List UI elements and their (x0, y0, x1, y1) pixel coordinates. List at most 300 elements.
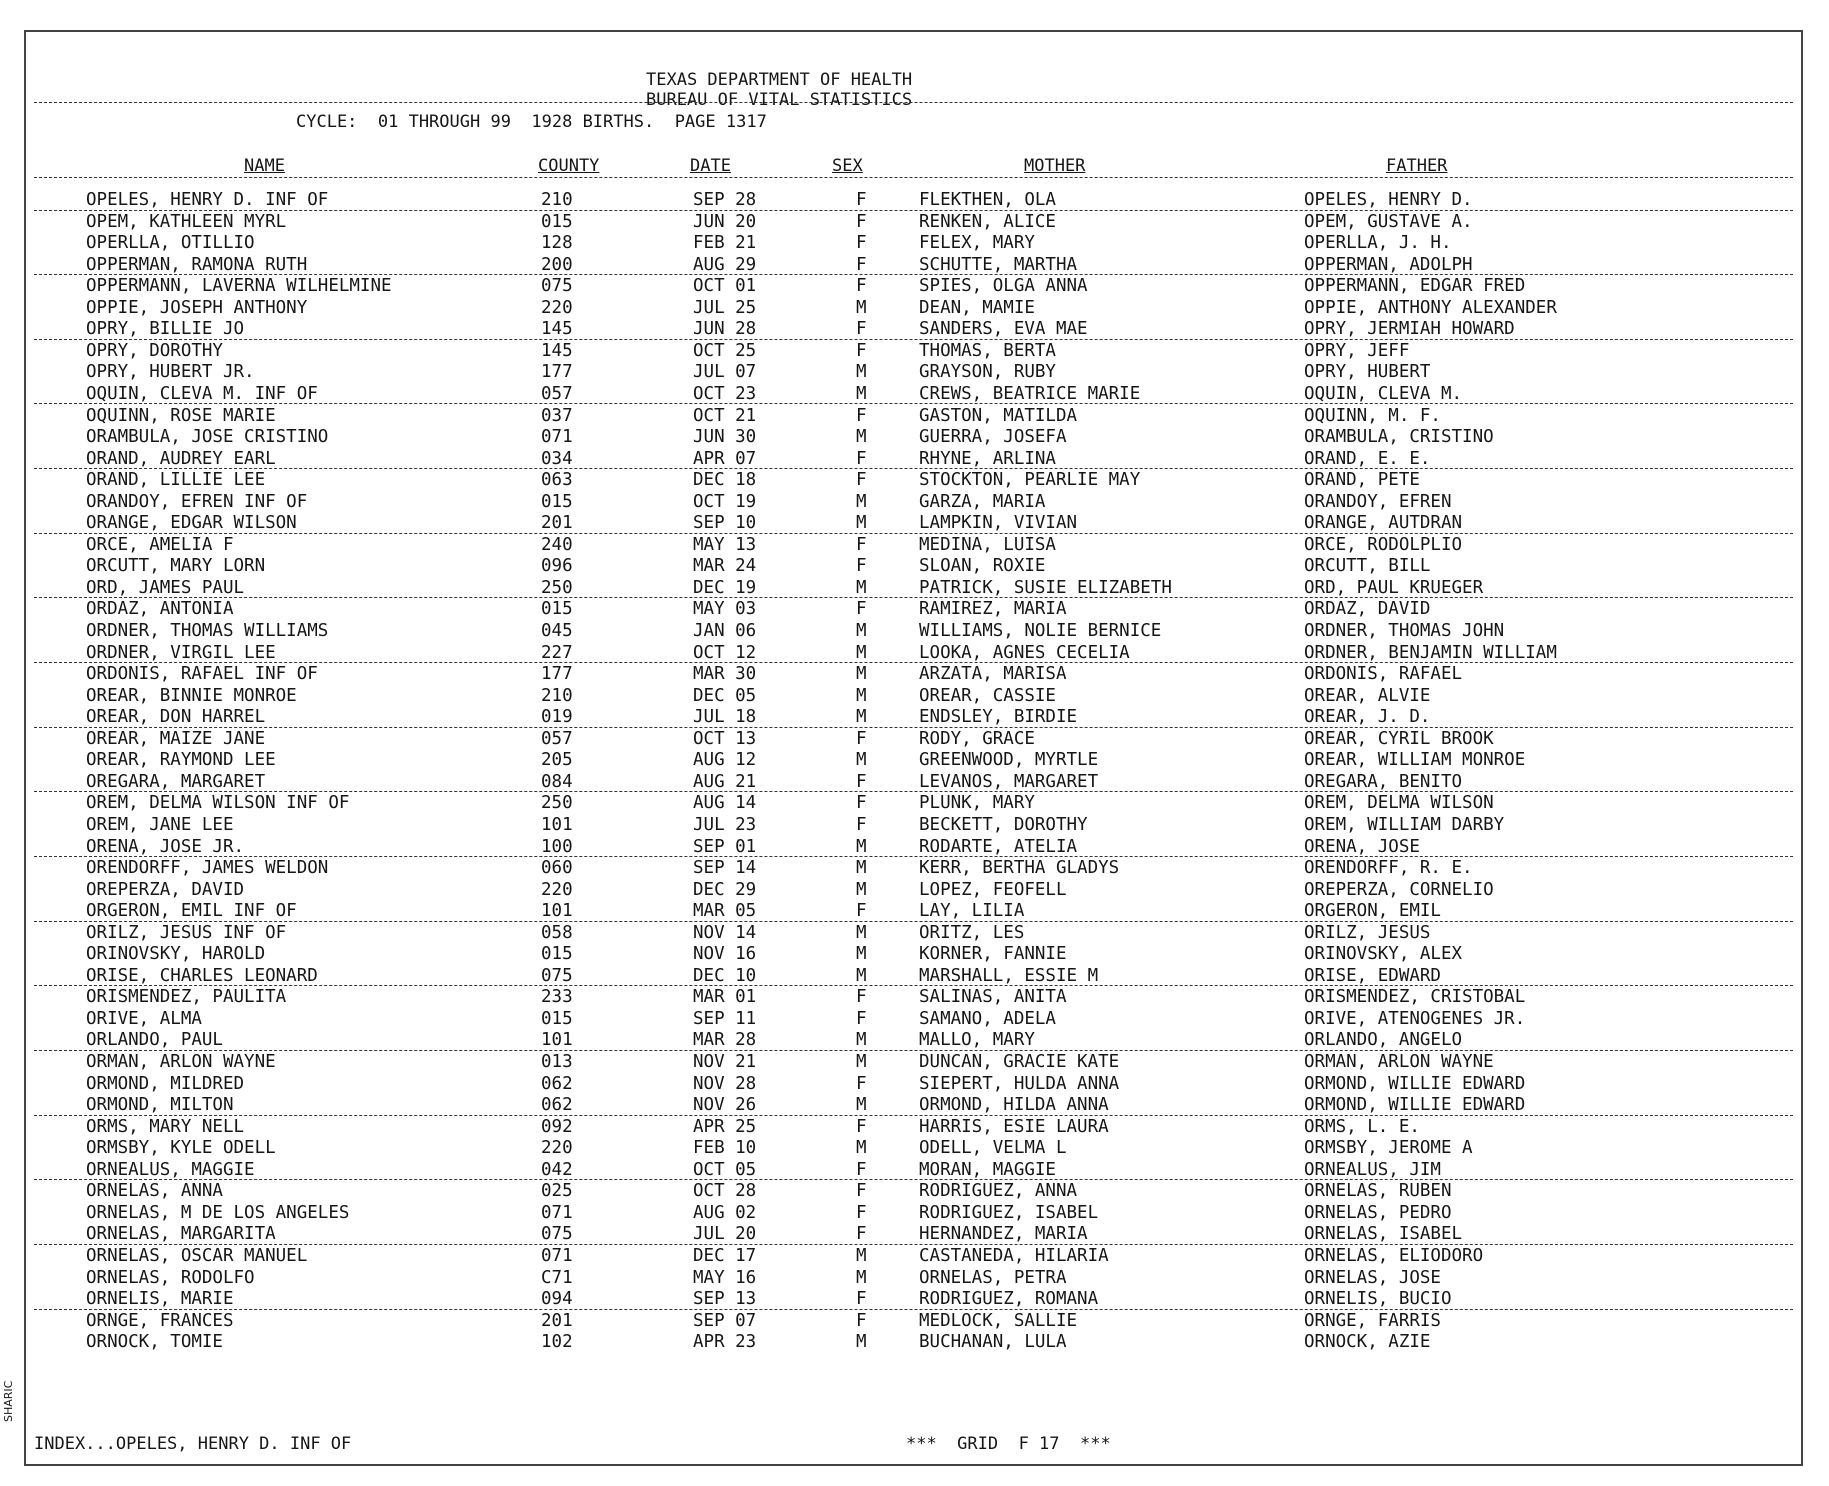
cell-mother: ORNELAS, PETRA (919, 1267, 1067, 1288)
cell-mother: ARZATA, MARISA (919, 664, 1067, 685)
cell-mother: SAMANO, ADELA (919, 1008, 1056, 1029)
cell-name: OPEM, KATHLEEN MYRL (86, 211, 287, 232)
cell-father: ORNGE, FARRIS (1304, 1310, 1441, 1331)
cell-date: OCT 23 (693, 383, 757, 404)
cell-sex: F (856, 1224, 867, 1245)
cell-sex: M (856, 858, 867, 879)
table-row (26, 578, 1801, 600)
cell-father: OREAR, CYRIL BROOK (1304, 728, 1494, 749)
cell-mother: PATRICK, SUSIE ELIZABETH (919, 577, 1172, 598)
cell-mother: GASTON, MATILDA (919, 405, 1078, 426)
cell-name: ORENDORFF, JAMES WELDON (86, 858, 329, 879)
cell-father: OREAR, J. D. (1304, 707, 1431, 728)
cell-father: OPPERMAN, ADOLPH (1304, 254, 1473, 275)
cell-name: OQUINN, ROSE MARIE (86, 405, 276, 426)
cell-county: 045 (541, 621, 573, 641)
cell-date: MAR 24 (693, 556, 757, 577)
cell-sex: F (856, 211, 867, 232)
cell-father: ORDNER, BENJAMIN WILLIAM (1304, 642, 1557, 663)
cell-sex: F (856, 276, 867, 297)
table-row (26, 1289, 1801, 1311)
cell-date: OCT 25 (693, 340, 757, 361)
cell-name: OPPERMANN, LAVERNA WILHELMINE (86, 276, 392, 297)
cell-date: SEP 01 (693, 836, 757, 857)
cell-sex: F (856, 728, 867, 749)
cell-name: ORNOCK, TOMIE (86, 1332, 223, 1353)
cell-county: 227 (541, 642, 573, 663)
cell-mother: CREWS, BEATRICE MARIE (919, 383, 1141, 404)
cell-name: OREM, JANE LEE (86, 814, 234, 835)
cell-sex: F (856, 340, 867, 361)
cell-name: ORAMBULA, JOSE CRISTINO (86, 427, 329, 448)
cell-name: OPRY, DOROTHY (86, 340, 223, 361)
cell-father: ORCE, RODOLPLIO (1304, 534, 1463, 555)
table-row (26, 406, 1801, 428)
table-row (26, 298, 1801, 320)
cell-name: OPERLLA, OTILLIO (86, 233, 255, 254)
table-row (26, 513, 1801, 535)
cell-father: OREAR, WILLIAM MONROE (1304, 750, 1526, 771)
cell-mother: LAY, LILIA (919, 901, 1025, 922)
cell-date: APR 07 (693, 448, 757, 469)
cell-mother: SLOAN, ROXIE (919, 556, 1046, 577)
cell-date: NOV 14 (693, 922, 757, 943)
cell-date: OCT 28 (693, 1181, 757, 1202)
table-row (26, 212, 1801, 234)
cell-date: NOV 21 (693, 1052, 757, 1072)
cell-mother: LOOKA, AGNES CECELIA (919, 642, 1130, 663)
table-row (26, 276, 1801, 298)
cell-father: ORNELAS, ELIODORO (1304, 1245, 1484, 1266)
cell-date: OCT 13 (693, 728, 757, 749)
cell-sex: M (856, 1030, 867, 1051)
cell-county: 240 (541, 534, 573, 555)
table-row (26, 470, 1801, 492)
cell-name: ORMSBY, KYLE ODELL (86, 1138, 276, 1159)
cell-father: OREGARA, BENITO (1304, 771, 1463, 792)
table-row (26, 535, 1801, 557)
column-header-name: NAME (244, 156, 285, 176)
cell-name: ORNEALUS, MAGGIE (86, 1159, 255, 1180)
cell-county: 201 (541, 513, 573, 534)
cell-date: SEP 07 (693, 1310, 757, 1331)
cell-county: 075 (541, 276, 573, 297)
table-row (26, 664, 1801, 686)
cell-date: OCT 12 (693, 642, 757, 663)
cell-father: ORNELAS, RUBEN (1304, 1181, 1452, 1202)
cell-mother: SALINAS, ANITA (919, 987, 1067, 1008)
cell-county: 145 (541, 319, 573, 340)
cell-name: OREAR, RAYMOND LEE (86, 750, 276, 771)
cell-sex: M (856, 362, 867, 383)
cell-father: ORMOND, WILLIE EDWARD (1304, 1095, 1526, 1116)
cell-sex: F (856, 1116, 867, 1137)
cell-county: 075 (541, 1224, 573, 1245)
cell-county: 128 (541, 233, 573, 254)
cell-county: 101 (541, 901, 573, 922)
cell-sex: M (856, 965, 867, 986)
cell-father: ORAND, E. E. (1304, 448, 1431, 469)
cell-sex: F (856, 254, 867, 275)
cell-date: JUL 25 (693, 297, 757, 318)
cell-sex: F (856, 1202, 867, 1223)
column-header-father: FATHER (1386, 156, 1448, 176)
cell-father: ORISMENDEZ, CRISTOBAL (1304, 987, 1526, 1008)
table-row (26, 341, 1801, 363)
cell-mother: MALLO, MARY (919, 1030, 1035, 1051)
cell-sex: F (856, 771, 867, 792)
cell-date: APR 25 (693, 1116, 757, 1137)
table-row (26, 987, 1801, 1009)
cell-name: ORCE, AMELIA F (86, 534, 234, 555)
cell-mother: BECKETT, DOROTHY (919, 814, 1088, 835)
table-row (26, 1332, 1801, 1354)
table-row (26, 599, 1801, 621)
cell-county: 145 (541, 340, 573, 361)
cell-county: 220 (541, 1138, 573, 1159)
cell-father: OPRY, JERMIAH HOWARD (1304, 319, 1515, 340)
cell-date: DEC 19 (693, 577, 757, 598)
cell-date: AUG 12 (693, 750, 757, 771)
table-row (26, 880, 1801, 902)
cell-mother: RAMIREZ, MARIA (919, 599, 1067, 620)
cell-name: OREAR, BINNIE MONROE (86, 685, 297, 706)
cell-mother: WILLIAMS, NOLIE BERNICE (919, 621, 1162, 641)
table-row (26, 1009, 1801, 1031)
cell-sex: F (856, 987, 867, 1008)
cell-date: SEP 13 (693, 1289, 757, 1310)
cell-name: ORAND, AUDREY EARL (86, 448, 276, 469)
cell-sex: F (856, 319, 867, 340)
cell-county: 177 (541, 362, 573, 383)
table-row (26, 815, 1801, 837)
table-row (26, 793, 1801, 815)
cell-name: ORGERON, EMIL INF OF (86, 901, 297, 922)
table-row (26, 750, 1801, 772)
cell-sex: M (856, 1095, 867, 1116)
cell-sex: M (856, 879, 867, 900)
table-row (26, 190, 1801, 212)
cell-sex: F (856, 1159, 867, 1180)
cell-sex: M (856, 383, 867, 404)
cell-name: ORCUTT, MARY LORN (86, 556, 266, 577)
cell-county: 063 (541, 470, 573, 491)
cell-date: AUG 02 (693, 1202, 757, 1223)
cell-mother: BUCHANAN, LULA (919, 1332, 1067, 1353)
cell-name: ORDAZ, ANTONIA (86, 599, 234, 620)
cell-date: NOV 16 (693, 944, 757, 965)
cell-father: ORDAZ, DAVID (1304, 599, 1431, 620)
cell-name: ORNELIS, MARIE (86, 1289, 234, 1310)
cell-name: ORIVE, ALMA (86, 1008, 202, 1029)
cell-father: ORMAN, ARLON WAYNE (1304, 1052, 1494, 1072)
cell-mother: SANDERS, EVA MAE (919, 319, 1088, 340)
cell-date: MAR 01 (693, 987, 757, 1008)
cell-date: OCT 01 (693, 276, 757, 297)
cell-father: ORANGE, AUTDRAN (1304, 513, 1463, 534)
cell-mother: DEAN, MAMIE (919, 297, 1035, 318)
cell-county: 084 (541, 771, 573, 792)
cell-county: 071 (541, 1245, 573, 1266)
cell-father: ORAND, PETE (1304, 470, 1420, 491)
cell-county: 094 (541, 1289, 573, 1310)
bureau-title: BUREAU OF VITAL STATISTICS (646, 90, 913, 110)
cell-sex: F (856, 190, 867, 210)
table-row (26, 1030, 1801, 1052)
cell-father: OPRY, JEFF (1304, 340, 1410, 361)
column-header-rule (34, 177, 1793, 178)
cell-father: ORCUTT, BILL (1304, 556, 1431, 577)
cell-father: ORNELAS, ISABEL (1304, 1224, 1463, 1245)
table-row (26, 621, 1801, 643)
cell-father: ORENA, JOSE (1304, 836, 1420, 857)
cell-date: SEP 11 (693, 1008, 757, 1029)
column-header-county: COUNTY (538, 156, 600, 176)
cell-county: 015 (541, 599, 573, 620)
cell-mother: GREENWOOD, MYRTLE (919, 750, 1099, 771)
cell-sex: M (856, 664, 867, 685)
table-row (26, 233, 1801, 255)
cell-mother: FLEKTHEN, OLA (919, 190, 1056, 210)
side-label: SHARIC (2, 1380, 15, 1422)
cell-father: ORANDOY, EFREN (1304, 491, 1452, 512)
cell-father: OQUINN, M. F. (1304, 405, 1441, 426)
cell-date: NOV 26 (693, 1095, 757, 1116)
table-row (26, 837, 1801, 859)
cell-mother: MORAN, MAGGIE (919, 1159, 1056, 1180)
table-row (26, 255, 1801, 277)
table-row (26, 686, 1801, 708)
cell-county: C71 (541, 1267, 573, 1288)
cell-county: 220 (541, 879, 573, 900)
table-row (26, 707, 1801, 729)
cell-date: DEC 17 (693, 1245, 757, 1266)
table-row (26, 427, 1801, 449)
table-row (26, 966, 1801, 988)
table-row (26, 1181, 1801, 1203)
cell-mother: CASTANEDA, HILARIA (919, 1245, 1109, 1266)
cell-sex: F (856, 1310, 867, 1331)
cell-date: MAR 28 (693, 1030, 757, 1051)
cell-mother: LAMPKIN, VIVIAN (919, 513, 1078, 534)
cell-mother: FELEX, MARY (919, 233, 1035, 254)
cell-name: ORINOVSKY, HAROLD (86, 944, 266, 965)
cell-sex: F (856, 1073, 867, 1094)
cell-date: JUN 30 (693, 427, 757, 448)
cell-county: 071 (541, 427, 573, 448)
cell-county: 015 (541, 1008, 573, 1029)
cell-date: OCT 19 (693, 491, 757, 512)
cell-sex: M (856, 427, 867, 448)
cell-mother: LOPEZ, FEOFELL (919, 879, 1067, 900)
cell-father: ORINOVSKY, ALEX (1304, 944, 1463, 965)
cell-mother: DUNCAN, GRACIE KATE (919, 1052, 1120, 1072)
table-row (26, 858, 1801, 880)
cell-sex: M (856, 836, 867, 857)
cell-father: ORNELAS, PEDRO (1304, 1202, 1452, 1223)
cell-name: OQUIN, CLEVA M. INF OF (86, 383, 318, 404)
cell-name: OPELES, HENRY D. INF OF (86, 190, 329, 210)
cell-sex: M (856, 685, 867, 706)
cell-date: SEP 10 (693, 513, 757, 534)
cell-county: 062 (541, 1073, 573, 1094)
cell-mother: THOMAS, BERTA (919, 340, 1056, 361)
column-header-date: DATE (690, 156, 731, 176)
cell-sex: M (856, 1267, 867, 1288)
cell-sex: M (856, 491, 867, 512)
cell-county: 015 (541, 491, 573, 512)
table-row (26, 729, 1801, 751)
cell-father: ORNELIS, BUCIO (1304, 1289, 1452, 1310)
cell-father: ORMS, L. E. (1304, 1116, 1420, 1137)
table-row (26, 772, 1801, 794)
cell-father: ORIVE, ATENOGENES JR. (1304, 1008, 1526, 1029)
table-row (26, 1138, 1801, 1160)
cell-date: DEC 10 (693, 965, 757, 986)
cell-father: ORDNER, THOMAS JOHN (1304, 621, 1505, 641)
cell-father: ORMOND, WILLIE EDWARD (1304, 1073, 1526, 1094)
cell-sex: F (856, 405, 867, 426)
cell-date: NOV 28 (693, 1073, 757, 1094)
cell-sex: F (856, 599, 867, 620)
cell-county: 100 (541, 836, 573, 857)
cell-date: MAY 03 (693, 599, 757, 620)
cell-name: ORMOND, MILTON (86, 1095, 234, 1116)
table-row (26, 556, 1801, 578)
cell-mother: GRAYSON, RUBY (919, 362, 1056, 383)
cell-name: ORDNER, THOMAS WILLIAMS (86, 621, 329, 641)
cell-father: ORD, PAUL KRUEGER (1304, 577, 1484, 598)
table-row (26, 1052, 1801, 1074)
cell-name: OPRY, BILLIE JO (86, 319, 245, 340)
cell-county: 025 (541, 1181, 573, 1202)
cell-mother: RODRIGUEZ, ROMANA (919, 1289, 1099, 1310)
cell-sex: F (856, 901, 867, 922)
cell-father: OPELES, HENRY D. (1304, 190, 1473, 210)
cell-county: 101 (541, 1030, 573, 1051)
cell-date: MAR 30 (693, 664, 757, 685)
cell-name: ORNELAS, M DE LOS ANGELES (86, 1202, 350, 1223)
cell-county: 015 (541, 211, 573, 232)
cell-mother: STOCKTON, PEARLIE MAY (919, 470, 1141, 491)
cell-name: ORDNER, VIRGIL LEE (86, 642, 276, 663)
cell-name: ORD, JAMES PAUL (86, 577, 245, 598)
cell-father: OPPIE, ANTHONY ALEXANDER (1304, 297, 1557, 318)
index-footer: INDEX...OPELES, HENRY D. INF OF (34, 1434, 352, 1454)
table-row (26, 319, 1801, 341)
cell-sex: M (856, 922, 867, 943)
cell-sex: M (856, 577, 867, 598)
cell-county: 075 (541, 965, 573, 986)
cell-date: DEC 29 (693, 879, 757, 900)
table-row (26, 1246, 1801, 1268)
cell-name: ORMOND, MILDRED (86, 1073, 245, 1094)
cell-name: ORNELAS, RODOLFO (86, 1267, 255, 1288)
cell-mother: KERR, BERTHA GLADYS (919, 858, 1120, 879)
cell-mother: RHYNE, ARLINA (919, 448, 1056, 469)
cell-name: ORISE, CHARLES LEONARD (86, 965, 318, 986)
cell-father: OPEM, GUSTAVE A. (1304, 211, 1473, 232)
cell-mother: GUERRA, JOSEFA (919, 427, 1067, 448)
cell-mother: HERNANDEZ, MARIA (919, 1224, 1088, 1245)
cell-county: 037 (541, 405, 573, 426)
table-row (26, 1224, 1801, 1246)
table-row (26, 449, 1801, 471)
cell-father: OREPERZA, CORNELIO (1304, 879, 1494, 900)
cell-mother: KORNER, FANNIE (919, 944, 1067, 965)
cell-date: JUL 23 (693, 814, 757, 835)
table-row (26, 1074, 1801, 1096)
cell-county: 057 (541, 728, 573, 749)
cell-county: 015 (541, 944, 573, 965)
cell-name: OREGARA, MARGARET (86, 771, 266, 792)
cell-father: ORISE, EDWARD (1304, 965, 1441, 986)
cell-date: SEP 14 (693, 858, 757, 879)
cell-county: 233 (541, 987, 573, 1008)
cell-county: 057 (541, 383, 573, 404)
cell-mother: RODARTE, ATELIA (919, 836, 1078, 857)
cell-mother: ODELL, VELMA L (919, 1138, 1067, 1159)
cell-mother: RENKEN, ALICE (919, 211, 1056, 232)
cell-county: 200 (541, 254, 573, 275)
cell-name: ORANGE, EDGAR WILSON (86, 513, 297, 534)
table-row (26, 492, 1801, 514)
cell-county: 096 (541, 556, 573, 577)
cell-sex: F (856, 556, 867, 577)
cell-name: OREM, DELMA WILSON INF OF (86, 793, 350, 814)
cell-name: OREAR, MAIZE JANE (86, 728, 266, 749)
cell-date: JUN 20 (693, 211, 757, 232)
cell-date: AUG 14 (693, 793, 757, 814)
cell-county: 250 (541, 793, 573, 814)
cell-county: 102 (541, 1332, 573, 1353)
cell-date: MAR 05 (693, 901, 757, 922)
cell-county: 210 (541, 685, 573, 706)
table-row (26, 923, 1801, 945)
cell-date: SEP 28 (693, 190, 757, 210)
table-row (26, 362, 1801, 384)
cell-sex: M (856, 1052, 867, 1072)
cell-county: 092 (541, 1116, 573, 1137)
cell-sex: F (856, 470, 867, 491)
cell-sex: M (856, 944, 867, 965)
cell-county: 250 (541, 577, 573, 598)
cell-father: OREM, WILLIAM DARBY (1304, 814, 1505, 835)
cell-mother: GARZA, MARIA (919, 491, 1046, 512)
cell-county: 071 (541, 1202, 573, 1223)
cell-county: 013 (541, 1052, 573, 1072)
cell-mother: HARRIS, ESIE LAURA (919, 1116, 1109, 1137)
cell-date: FEB 10 (693, 1138, 757, 1159)
cell-name: ORMS, MARY NELL (86, 1116, 245, 1137)
cell-date: AUG 21 (693, 771, 757, 792)
cell-county: 062 (541, 1095, 573, 1116)
cell-sex: M (856, 750, 867, 771)
table-row (26, 1117, 1801, 1139)
cell-father: ORENDORFF, R. E. (1304, 858, 1473, 879)
cell-sex: M (856, 642, 867, 663)
cell-name: ORNELAS, MARGARITA (86, 1224, 276, 1245)
cell-name: ORANDOY, EFREN INF OF (86, 491, 308, 512)
cell-date: JUN 28 (693, 319, 757, 340)
cell-mother: RODY, GRACE (919, 728, 1035, 749)
cell-sex: F (856, 448, 867, 469)
cell-date: APR 23 (693, 1332, 757, 1353)
cell-sex: M (856, 1332, 867, 1353)
cell-county: 205 (541, 750, 573, 771)
cell-name: ORLANDO, PAUL (86, 1030, 223, 1051)
cell-sex: M (856, 297, 867, 318)
